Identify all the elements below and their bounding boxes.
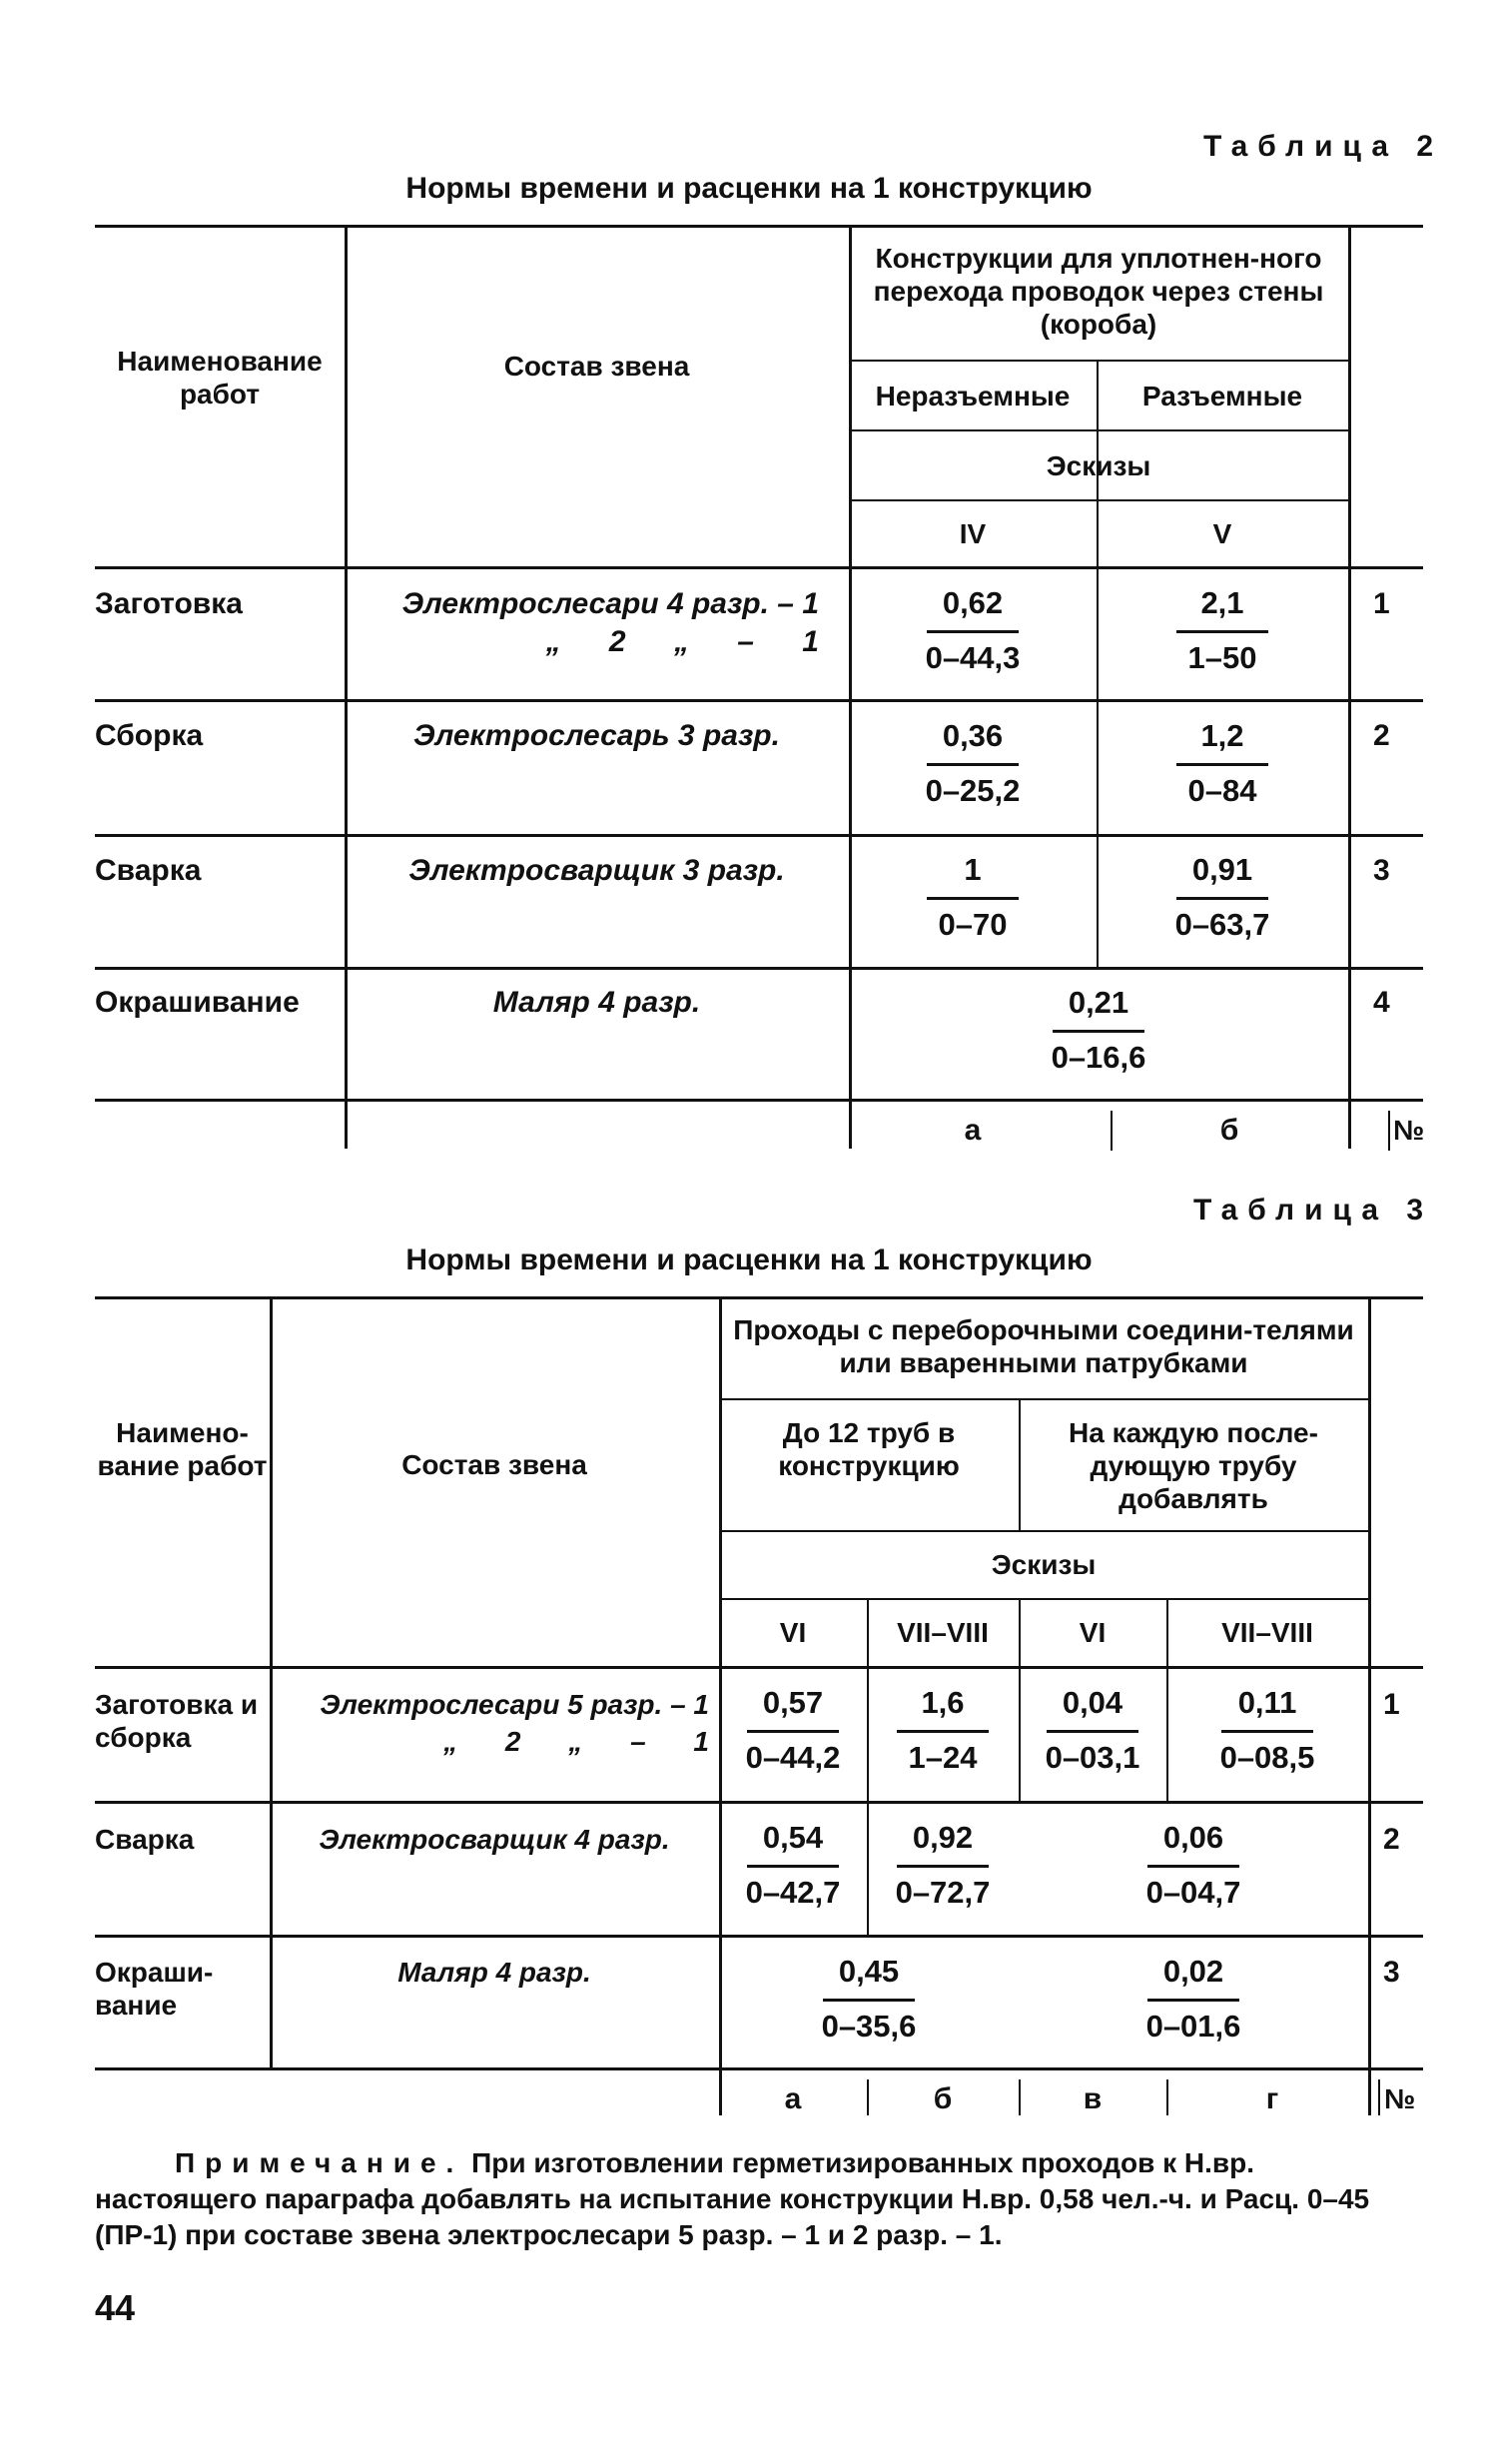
table3-sketch-c: VI [1079,1617,1107,1648]
table2-row2-b: 1,2 0–84 [1097,717,1348,810]
table3-row3-num: 3 [1383,1956,1400,1989]
table3-footer-c: в [1083,2082,1103,2115]
table2-row2-name: Сборка [95,719,204,752]
table2-row1-b: 2,1 1–50 [1097,584,1348,677]
table2-row1-num: 1 [1373,587,1390,620]
table2-row3-b: 0,91 0–63,7 [1174,852,1270,942]
table3-title: Нормы времени и расценки на 1 конструкцию [405,1243,1093,1276]
note-label: Примечание. [175,2147,464,2178]
table3-row2-name: Сварка [95,1824,195,1855]
table2-row4-name: Окрашивание [95,986,300,1019]
table2-header-crew: Состав звена [503,351,690,382]
table3-row2-cd: 0,06 0–04,7 [1145,1820,1241,1910]
table3-row2-a: 0,54 0–42,7 [745,1820,841,1910]
table2-row3-a: 1 0–70 [849,851,1097,944]
table2-caption: Таблица 2 [1203,130,1444,163]
table3-row1-d: 0,11 0–08,5 [1219,1685,1315,1775]
table3-row1-a: 0,57 0–44,2 [745,1685,841,1775]
table3-row2-crew1: Электросварщик 4 разр. [319,1824,670,1855]
table2-row1-crew1: Электрослесари 4 разр. – 1 [401,587,819,620]
table3-row2-num: 2 [1383,1823,1400,1856]
table3-header-group: Проходы с переборочными соедини-телями или вваренными патрубками [733,1314,1354,1378]
table2-header-sub-b: Разъемные [1141,381,1303,411]
table3-row3-cd: 0,02 0–01,6 [1145,1954,1241,2044]
table2-footer-b: б [1219,1114,1239,1147]
table3-row1-c: 0,04 0–03,1 [1045,1685,1140,1775]
table3-header-work: Наимено-вание работ [97,1417,268,1481]
table2-header-sub-a: Неразъемные [875,381,1071,411]
table2-header-work: Наименование работ [117,346,323,410]
table3-row1-crew1: Электрослесари 5 разр. – 1 [320,1689,709,1720]
table3-row3-ab: 0,45 0–35,6 [821,1954,917,2044]
table2-title: Нормы времени и расценки на 1 конструкцию [405,172,1093,205]
table2-row3-name: Сварка [95,854,202,887]
table2-sketch-b: V [1212,518,1232,549]
page-number: 44 [95,2287,136,2328]
table2-row2-num: 2 [1373,719,1390,752]
table3-header-sub-2: На каждую после-дующую трубу добавлять [1069,1417,1318,1514]
table3-row3-crew1: Маляр 4 разр. [397,1957,591,1988]
table3-sketch-a: VI [779,1617,807,1648]
table2-header-group: Конструкции для уплотнен-ного перехода проводок через стены (короба) [873,243,1324,340]
table3-row1-name: Заготовка и сборка [95,1689,259,1753]
table2-row1-crew2: „ 2 „ – 1 [545,625,819,658]
note [95,2145,1418,2253]
table3-row3-name: Окраши-вание [95,1957,214,2021]
table2-row4-ab: 0,21 0–16,6 [1051,985,1146,1075]
table3-header-sub-1: До 12 труб в конструкцию [778,1417,960,1481]
table2-row2-crew1: Электрослесарь 3 разр. [413,719,780,752]
table3-sketch-b: VII–VIII [897,1617,989,1648]
table2-sketch-a: IV [959,518,987,549]
table3-caption: Таблица 3 [1193,1194,1434,1227]
note-text: При изготовлении герметизированных проходов к Н.вр. настоящего параграфа добавлять на испытание конструкции Н.вр. 0,58 чел.-ч. и Расц. 0–45 (ПР-1) при составе звена электрослесари 5 разр. – 1 и 2 разр. – 1. [95,2147,1370,2250]
table2-row4-num: 4 [1373,986,1390,1019]
table2-row2-a: 0,36 0–25,2 [925,718,1021,808]
table2-row4-crew1: Маляр 4 разр. [492,986,701,1019]
table2-row3-num: 3 [1373,854,1390,887]
table3-row1-b: 1,6 1–24 [867,1684,1019,1777]
table3-row1-num: 1 [1383,1688,1400,1721]
table2-header-sketches: Эскизы [1046,450,1151,481]
table3-row2-b: 0,92 0–72,7 [895,1820,991,1910]
table3-sketch-d: VII–VIII [1221,1617,1313,1648]
table3-row1-crew2: „ 2 „ – 1 [443,1726,709,1757]
table3-header-crew: Состав звена [401,1449,587,1480]
table2-row1-a: 0,62 0–44,3 [925,585,1021,675]
table3-footer-d: г [1265,2082,1279,2115]
table3-footer-num: № [1384,2083,1416,2114]
table3-footer-a: а [784,2082,802,2115]
table2-row3-crew1: Электросварщик 3 разр. [408,854,785,887]
table3-footer-b: б [933,2082,953,2115]
table2-footer-a: а [964,1114,982,1147]
table2-footer-num: № [1393,1115,1425,1146]
table3-header-sketches: Эскизы [991,1549,1097,1580]
table2-row1-name: Заготовка [95,587,243,620]
